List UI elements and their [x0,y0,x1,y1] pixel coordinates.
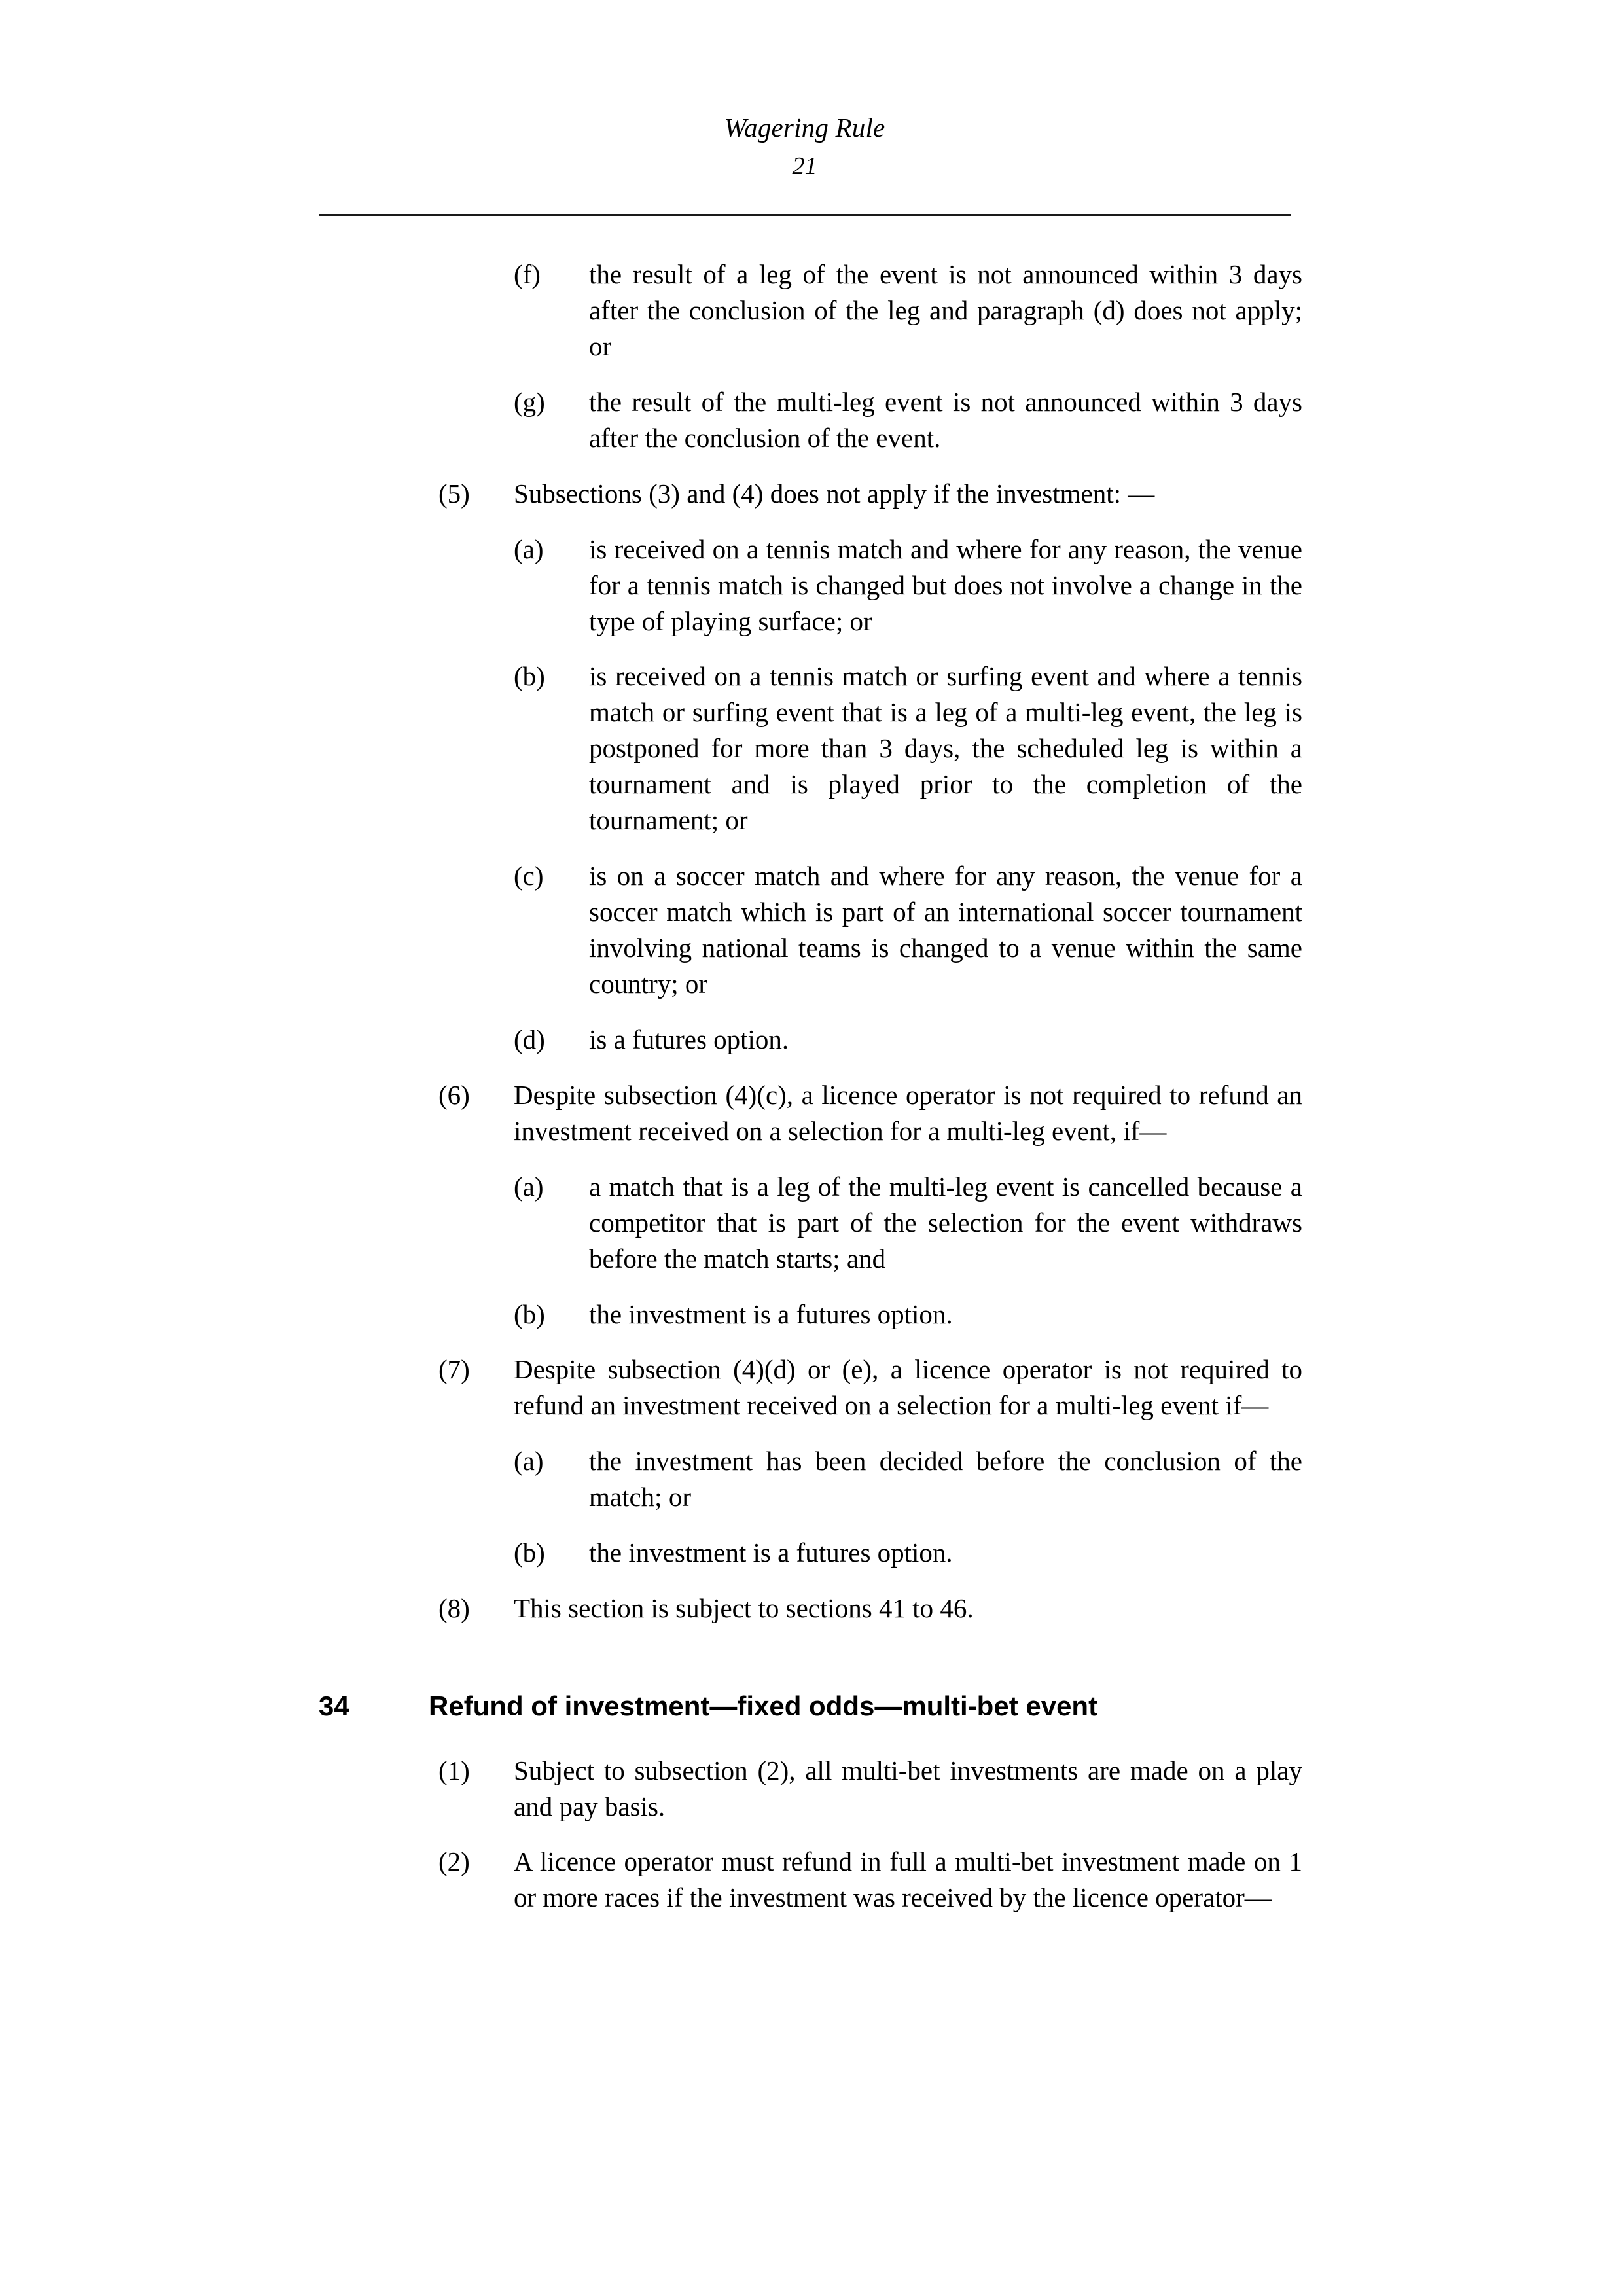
clause-item [438,1352,1302,1424]
clause-list [319,257,1302,1626]
clause-item [514,1297,1302,1333]
section-number: 34 [319,1691,349,1722]
clause-marker: (1) [438,1755,470,1785]
clause-marker: (7) [438,1354,470,1385]
running-header-title: Wagering Rule [724,113,885,143]
clause-item [438,1590,1302,1626]
clause-text: the result of a leg of the event is not announced within 3 days after the conclusion of the leg and paragraph (d) does not apply; or [589,259,1302,361]
clause-text: Despite subsection (4)(d) or (e), a licence operator is not required to refund an investment received on a selection for a multi-leg event if— [514,1354,1302,1421]
clause-item [514,384,1302,456]
clause-text: is received on a tennis match or surfing event and where a tennis match or surfing event that is a leg of a multi-leg event, the leg is postponed for more than 3 days, the scheduled leg is within a tournament and is played prior to the completion of the tournament; or [589,661,1302,836]
page-number: 21 [792,152,817,181]
clause-item [514,1022,1302,1058]
clause-marker: (f) [514,259,541,289]
clause-marker: (b) [514,661,545,692]
clause-item [438,1753,1302,1825]
clause-marker: (c) [514,861,544,891]
clause-item [514,858,1302,1002]
clause-text: the investment has been decided before the conclusion of the match; or [589,1446,1302,1513]
clause-marker: (b) [514,1299,545,1329]
header-divider [319,214,1291,216]
clause-text: is a futures option. [589,1024,789,1054]
clause-marker: (6) [438,1079,470,1110]
clause-item [438,1844,1302,1916]
running-header [319,111,1291,183]
clause-marker: (2) [438,1846,470,1877]
clause-text: Subsections (3) and (4) does not apply if the investment: — [514,478,1155,509]
clause-item [514,257,1302,365]
clause-item [514,531,1302,639]
section-clause-list [319,1753,1302,1916]
clause-marker: (b) [514,1537,545,1568]
clause-item [514,658,1302,838]
clause-item [514,1169,1302,1277]
clause-text: Subject to subsection (2), all multi-bet investments are made on a play and pay basis. [514,1755,1302,1821]
clause-item [514,1443,1302,1515]
clause-marker: (a) [514,1171,544,1202]
clause-text: the result of the multi-leg event is not announced within 3 days after the conclusion of the event. [589,386,1302,453]
clause-marker: (a) [514,533,544,564]
clause-marker: (5) [438,478,470,509]
clause-text: is received on a tennis match and where for any reason, the venue for a tennis match is changed but does not involve a change in the type of playing surface; or [589,533,1302,636]
clause-text: A licence operator must refund in full a multi-bet investment made on 1 or more races if the investment was received by the licence operator— [514,1846,1302,1913]
clause-item [438,476,1302,512]
document-body [319,257,1302,1935]
clause-marker: (8) [438,1593,470,1624]
clause-text: a match that is a leg of the multi-leg event is cancelled because a competitor that is part of the selection for the event withdraws before the match starts; and [589,1171,1302,1274]
section-title: Refund of investment—fixed odds—multi-bet event [429,1691,1098,1722]
clause-marker: (g) [514,386,545,417]
clause-marker: (d) [514,1024,545,1054]
clause-text: is on a soccer match and where for any reason, the venue for a soccer match which is part of an international soccer tournament involving national teams is changed to a venue within the same country; or [589,861,1302,999]
section-heading [319,1689,1302,1724]
clause-text: the investment is a futures option. [589,1299,953,1329]
clause-item [438,1077,1302,1149]
clause-text: the investment is a futures option. [589,1537,953,1568]
clause-text: This section is subject to sections 41 to 46. [514,1593,974,1624]
clause-text: Despite subsection (4)(c), a licence operator is not required to refund an investment received on a selection for a multi-leg event, if— [514,1079,1302,1146]
clause-item [514,1535,1302,1571]
clause-marker: (a) [514,1446,544,1477]
